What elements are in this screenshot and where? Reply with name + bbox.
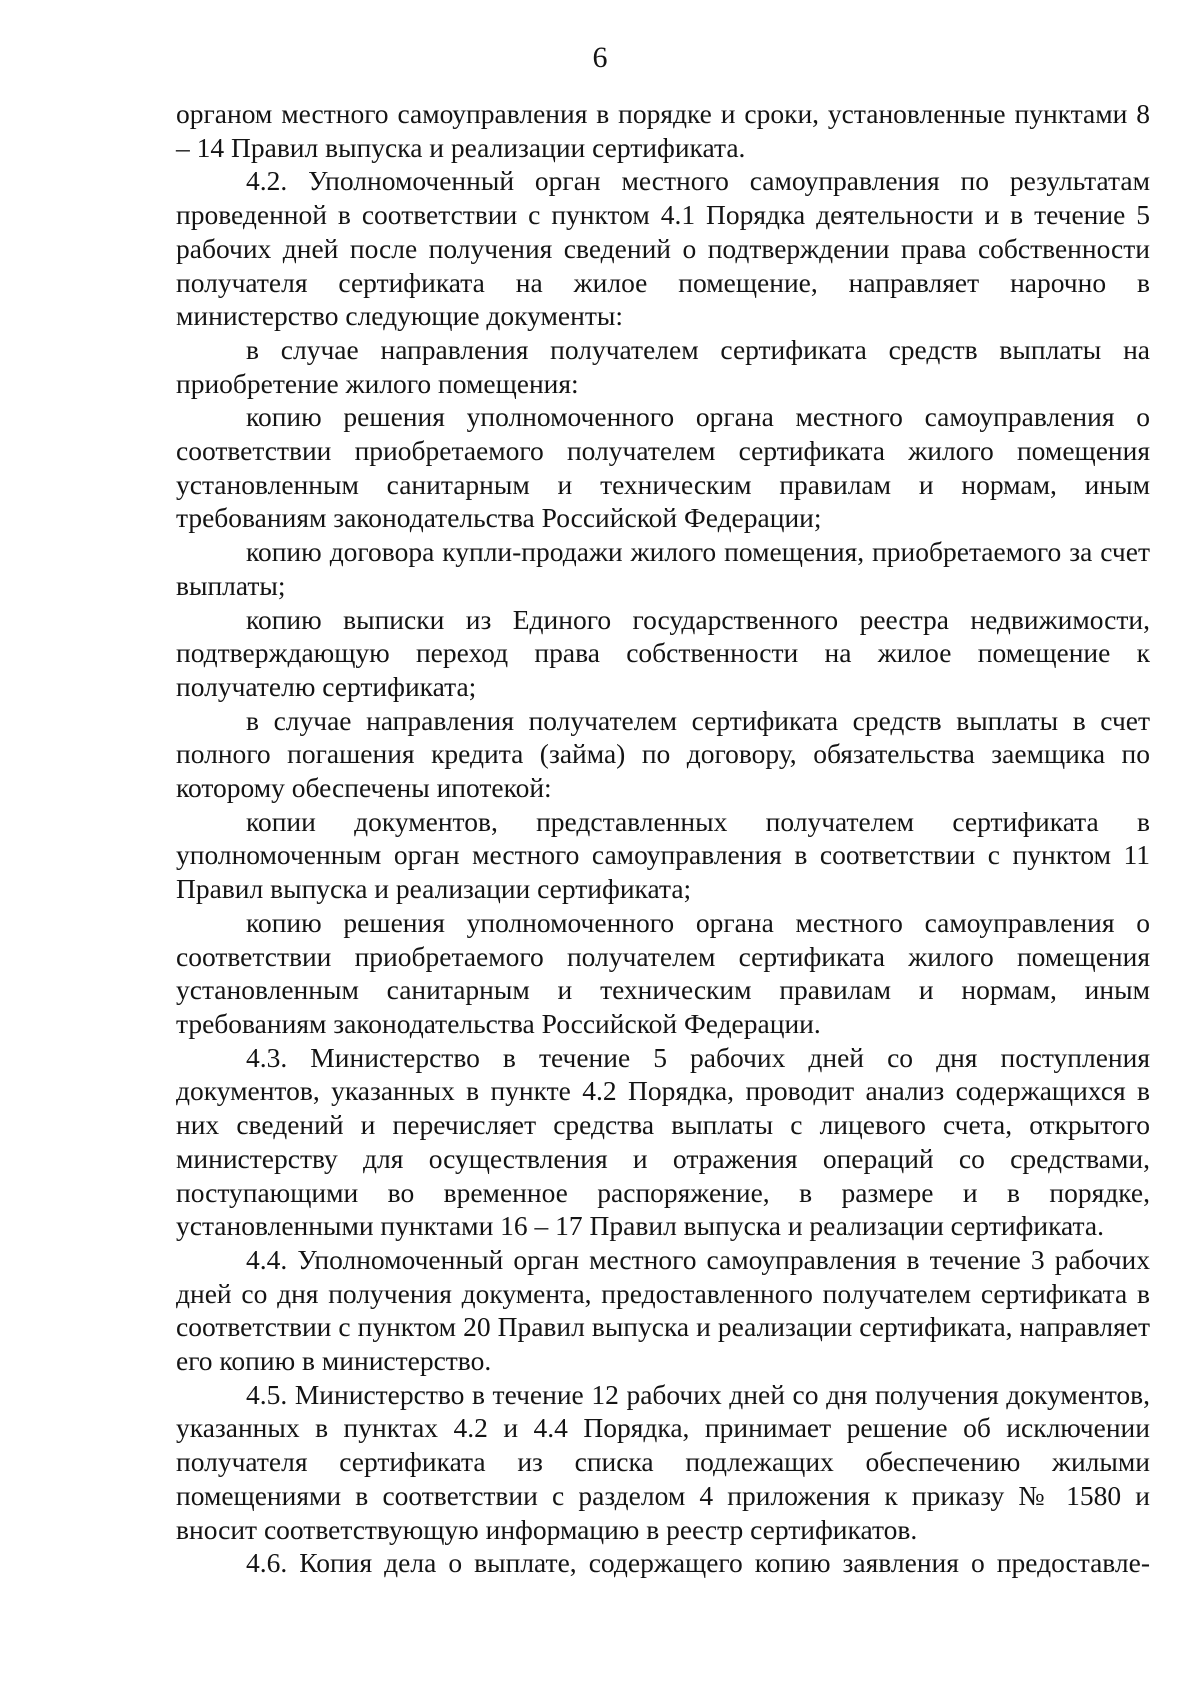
page-number: 6 bbox=[592, 41, 608, 74]
paragraph-registry-extract: копию выписки из Единого государственного реестра недвижимости, подтверждающую переход права собственности на жилое помещение к получателю сертификата; bbox=[176, 603, 1150, 702]
paragraph-4-4: 4.4. Уполномоченный орган местного самоуправления в течение 3 рабочих дней со дня получения документа, предоставленного получателем сертификата в соответствии с пунктом 20 Правил выпуска и реализации сертификата, направляет его копию в министерство. bbox=[176, 1243, 1150, 1377]
paragraph-document-copies: копии документов, представленных получателем сертификата в уполномоченным орган местного самоуправления в соответствии с пунктом 11 Правил выпуска и реализации сертификата; bbox=[176, 805, 1150, 905]
paragraph-purchase-case: в случае направления получателем сертификата средств выплаты на приобретение жилого помещения: bbox=[176, 333, 1150, 399]
paragraph-4-2: 4.2. Уполномоченный орган местного самоуправления по результатам проведенной в соответствии с пунктом 4.1 Порядка деятельности и в течение 5 рабочих дней после получения сведений о подтверждении права собственности получателя сертификата на жилое помещение, направляет нарочно в министерство следующие документы: bbox=[176, 165, 1150, 332]
paragraph-4-5: 4.5. Министерство в течение 12 рабочих дней со дня получения документов, указанных в пунктах 4.2 и 4.4 Порядка, принимает решение об исключении получателя сертификата из списка подлежащих обеспечению жилыми помещениями в соответствии с разделом 4 приложения к приказу № 1580 и вносит соответствующую информацию в реестр сертификатов. bbox=[176, 1378, 1150, 1545]
document-body bbox=[176, 97, 1150, 1580]
paragraph-decision-copy-2: копию решения уполномоченного органа местного самоуправления о соответствии приобретаемого получателем сертификата жилого помещения установленным санитарным и техническим правилам и нормам, иным требованиям законодательства Российской Федерации. bbox=[176, 906, 1150, 1039]
paragraph-contract-copy: копию договора купли-продажи жилого помещения, приобретаемого за счет выплаты; bbox=[176, 536, 1150, 601]
paragraph-4-6: 4.6. Копия дела о выплате, содержащего копию заявления о предоставле- bbox=[246, 1547, 1150, 1579]
paragraph-mortgage-case: в случае направления получателем сертификата средств выплаты в счет полного погашения кредита (займа) по договору, обязательства заемщика по которому обеспечены ипотекой: bbox=[176, 704, 1150, 804]
paragraph-4-3: 4.3. Министерство в течение 5 рабочих дней со дня поступления документов, указанных в пункте 4.2 Порядка, проводит анализ содержащихся в них сведений и перечисляет средства выплаты с лицевого счета, открытого министерству для осуществления и отражения операций со средствами, поступающими во временное распоряжение, в размере и в порядке, установленными пунктами 16 – 17 Правил выпуска и реализации сертификата. bbox=[176, 1041, 1150, 1242]
paragraph-continuation: органом местного самоуправления в порядке и сроки, установленные пунктами 8 – 14 Правил выпуска и реализации сертификата. bbox=[176, 98, 1150, 163]
paragraph-decision-copy: копию решения уполномоченного органа местного самоуправления о соответствии приобретаемого получателем сертификата жилого помещения установленным санитарным и техническим правилам и нормам, иным требованиям законодательства Российской Федерации; bbox=[176, 401, 1150, 534]
